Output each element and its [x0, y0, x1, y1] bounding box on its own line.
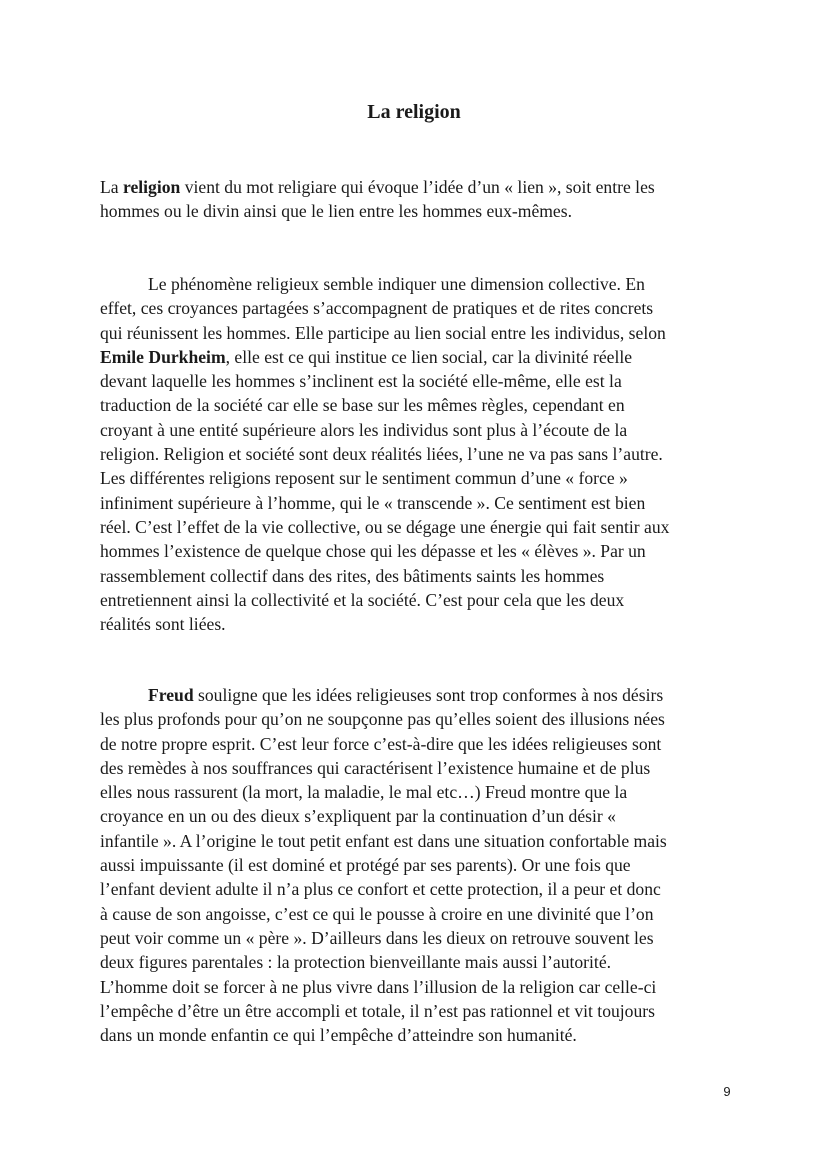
text-line [100, 756, 740, 780]
text-run: , elle est ce qui institue ce lien social, car la divinité réelle [225, 346, 633, 367]
text-line [100, 442, 740, 466]
text-line [100, 975, 740, 999]
text-line [100, 1023, 740, 1047]
text-run: qui réunissent les hommes. Elle participe au lien social entre les individus, selon [100, 322, 666, 343]
text-line [100, 199, 740, 223]
text-line [100, 588, 740, 612]
text-line [100, 707, 740, 731]
text-line [100, 321, 740, 345]
page-title: La religion [367, 101, 461, 123]
text-line [100, 296, 740, 320]
page-number: 9 [723, 1084, 731, 1099]
bold-term: Emile Durkheim [100, 346, 226, 367]
text-run: infiniment supérieure à l’homme, qui le « transcende ». Ce sentiment est bien [100, 492, 646, 513]
text-line [100, 877, 740, 901]
text-run: hommes ou le divin ainsi que le lien entre les hommes eux-mêmes. [100, 201, 572, 222]
text-line [100, 829, 740, 853]
text-line [100, 902, 740, 926]
text-run: peut voir comme un « père ». D’ailleurs dans les dieux on retrouve souvent les [100, 927, 654, 948]
text-run: l’enfant devient adulte il n’a plus ce confort et cette protection, il a peur et donc [100, 879, 661, 900]
text-line [100, 683, 740, 707]
text-run: religion. Religion et société sont deux réalités liées, l’une ne va pas sans l’autre. [100, 444, 663, 465]
text-run: croyant à une entité supérieure alors les individus sont plus à l’écoute de la [100, 419, 628, 440]
bold-term: Freud [148, 685, 194, 705]
text-run: réel. C’est l’effet de la vie collective, ou se dégage une énergie qui fait sentir aux [100, 516, 670, 537]
text-line [100, 466, 740, 490]
text-run: L’homme doit se forcer à ne plus vivre dans l’illusion de la religion car celle-ci [100, 976, 657, 997]
text-run: deux figures parentales : la protection bienveillante mais aussi l’autorité. [100, 952, 612, 973]
text-run: des remèdes à nos souffrances qui caractérisent l’existence humaine et de plus [100, 757, 651, 778]
text-line [100, 732, 740, 756]
text-run: les plus profonds pour qu’on ne soupçonne pas qu’elles soient des illusions nées [100, 709, 665, 730]
text-run: rassemblement collectif dans des rites, des bâtiments saints les hommes [100, 565, 605, 586]
text-line [100, 345, 740, 369]
text-run: croyance en un ou des dieux s’expliquent par la continuation d’un désir « [100, 806, 616, 827]
text-line [100, 780, 740, 804]
text-run: vient du mot religiare qui évoque l’idée d’un « lien », soit entre les [180, 177, 655, 197]
text-run: aussi impuissante (il est dominé et protégé par ses parents). Or une fois que [100, 855, 631, 876]
text-line [100, 612, 740, 636]
text-line [100, 926, 740, 950]
text-line [100, 999, 740, 1023]
text-line [100, 393, 740, 417]
paragraph-freud [100, 683, 740, 1047]
text-run: souligne que les idées religieuses sont trop conformes à nos désirs [193, 685, 664, 705]
text-run: Le phénomène religieux semble indiquer une dimension collective. En [148, 274, 645, 294]
text-line [100, 418, 740, 442]
text-line [100, 515, 740, 539]
text-line [100, 564, 740, 588]
text-run: à cause de son angoisse, c’est ce qui le pousse à croire en une divinité que l’on [100, 903, 654, 924]
paragraph-definition [100, 175, 740, 224]
text-run: traduction de la société car elle se base sur les mêmes règles, cependant en [100, 395, 625, 416]
text-line [100, 950, 740, 974]
text-run: entretiennent ainsi la collectivité et la société. C’est pour cela que les deux [100, 589, 625, 610]
text-line [100, 175, 740, 199]
text-line [100, 272, 740, 296]
paragraph-durkheim [100, 272, 740, 636]
text-run: elles nous rassurent (la mort, la maladie, le mal etc…) Freud montre que la [100, 782, 628, 803]
text-line [100, 491, 740, 515]
text-run: de notre propre esprit. C’est leur force c’est-à-dire que les idées religieuses sont [100, 733, 662, 754]
text-run: hommes l’existence de quelque chose qui les dépasse et les « élèves ». Par un [100, 541, 646, 562]
text-line [100, 369, 740, 393]
text-run: infantile ». A l’origine le tout petit enfant est dans une situation confortable mais [100, 830, 667, 851]
text-run: devant laquelle les hommes s’inclinent est la société elle-même, elle est la [100, 371, 622, 392]
text-run: effet, ces croyances partagées s’accompagnent de pratiques et de rites concrets [100, 298, 654, 319]
text-line [100, 804, 740, 828]
text-run: Les différentes religions reposent sur le sentiment commun d’une « force » [100, 468, 628, 489]
bold-term: religion [122, 177, 181, 197]
text-run: réalités sont liées. [100, 614, 226, 635]
text-run: l’empêche d’être un être accompli et totale, il n’est pas rationnel et vit toujours [100, 1000, 655, 1021]
text-line [100, 853, 740, 877]
text-run: La [100, 177, 123, 197]
text-run: dans un monde enfantin ce qui l’empêche d’atteindre son humanité. [100, 1025, 577, 1046]
text-line [100, 539, 740, 563]
